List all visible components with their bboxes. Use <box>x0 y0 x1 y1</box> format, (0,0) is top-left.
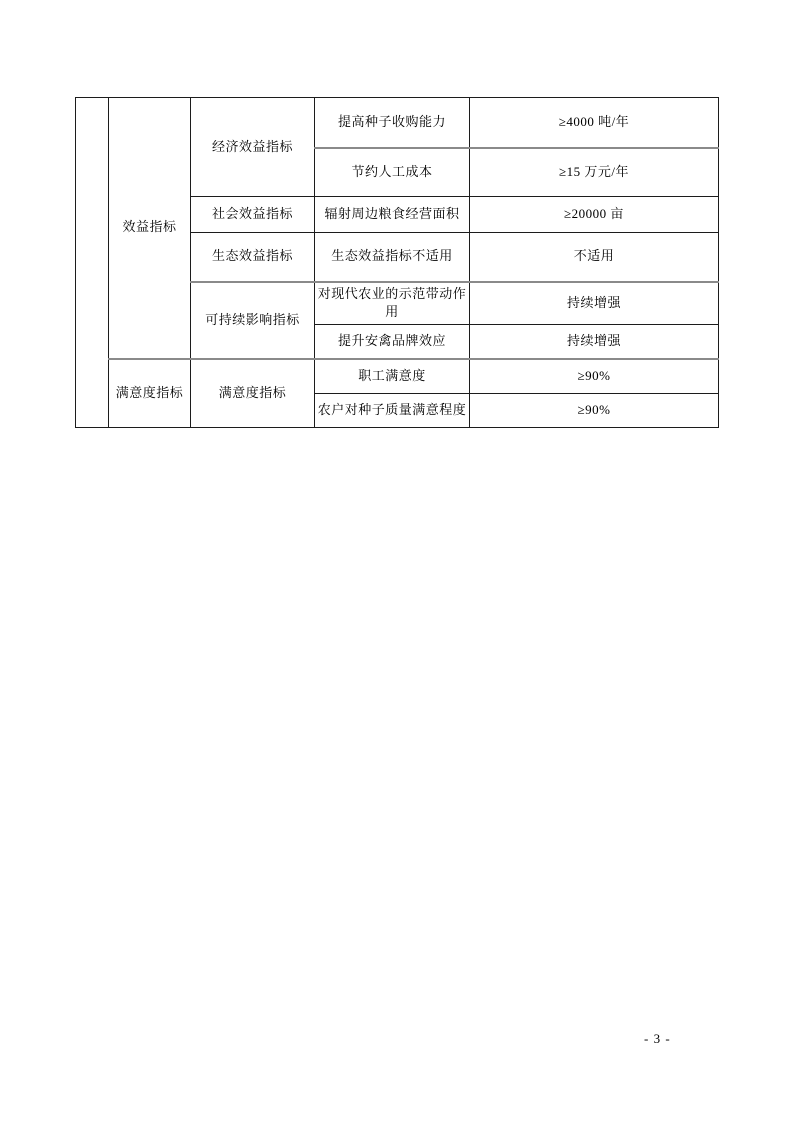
target-cell: ≥90% <box>470 394 719 428</box>
page-number: - 3 - <box>644 1031 671 1046</box>
target-cell: 持续增强 <box>470 282 719 325</box>
subcategory-cell-satisfaction: 满意度指标 <box>191 359 315 428</box>
category-cell-satisfaction: 满意度指标 <box>109 359 191 428</box>
target-cell: ≥4000 吨/年 <box>470 98 719 148</box>
indicator-cell: 对现代农业的示范带动作用 <box>315 282 470 325</box>
subcategory-cell-sustainable: 可持续影响指标 <box>191 282 315 359</box>
target-cell: 持续增强 <box>470 325 719 359</box>
indicator-cell: 生态效益指标不适用 <box>315 233 470 282</box>
indicator-cell: 节约人工成本 <box>315 148 470 197</box>
category-cell-benefit: 效益指标 <box>109 98 191 359</box>
target-cell: ≥20000 亩 <box>470 197 719 233</box>
indicator-cell: 职工满意度 <box>315 359 470 394</box>
subcategory-cell-ecological: 生态效益指标 <box>191 233 315 282</box>
table-row <box>76 359 719 394</box>
subcategory-cell-social: 社会效益指标 <box>191 197 315 233</box>
target-cell: ≥90% <box>470 359 719 394</box>
target-cell: ≥15 万元/年 <box>470 148 719 197</box>
indicator-cell: 辐射周边粮食经营面积 <box>315 197 470 233</box>
indicator-cell: 农户对种子质量满意程度 <box>315 394 470 428</box>
subcategory-cell-economic: 经济效益指标 <box>191 98 315 197</box>
table-spacer-cell <box>76 98 109 428</box>
indicator-cell: 提高种子收购能力 <box>315 98 470 148</box>
table-row <box>76 98 719 148</box>
indicator-cell: 提升安禽品牌效应 <box>315 325 470 359</box>
target-cell: 不适用 <box>470 233 719 282</box>
indicators-table <box>75 97 719 428</box>
